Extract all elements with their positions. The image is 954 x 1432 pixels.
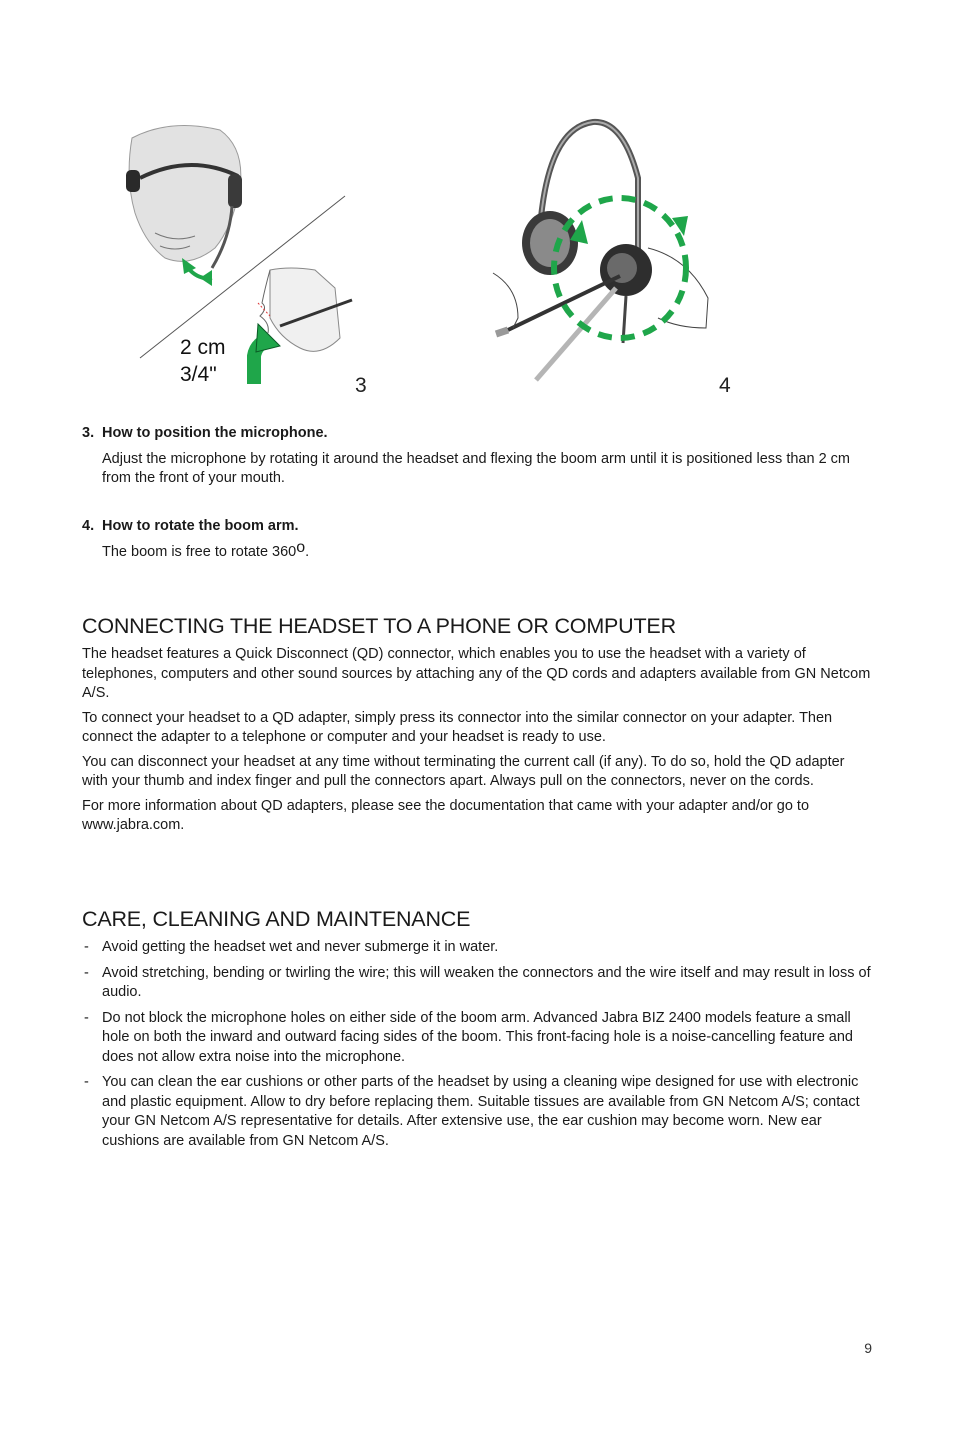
dash-bullet: - (84, 964, 89, 981)
list-item-text: You can clean the ear cushions or other parts of the headset by using a cleaning wipe designed for use with electronic and plastic equipment. Allow to dry before replacing them. Suitable tissues are available from GN Netcom A/S; contact your GN Netcom A/S representative for details. After extensive use, the ear cushion may become worn. New ear cushions are available from GN Netcom A/S. (102, 1074, 860, 1149)
measure-imperial: 3/4" (180, 363, 217, 386)
figure-4 (488, 118, 723, 390)
list-item (82, 1073, 872, 1151)
step-number: 3. (82, 425, 95, 441)
dash-bullet: - (84, 1074, 89, 1090)
section-heading: CONNECTING THE HEADSET TO A PHONE OR COMPUTER (82, 614, 676, 638)
figure-3 (120, 118, 380, 398)
dash-bullet: - (84, 939, 89, 955)
paragraph: To connect your headset to a QD adapter, simply press its connector into the similar connector on your adapter. Then connect the adapter to a telephone or computer and your headset is ready to use. (82, 709, 833, 745)
care-list (82, 938, 872, 1151)
list-item (82, 1009, 872, 1068)
dash-bullet: - (84, 1009, 89, 1026)
step-position-microphone (82, 424, 872, 489)
section-care (82, 906, 872, 1157)
list-item (82, 964, 872, 1003)
step-rotate-boom (82, 517, 872, 562)
section-connecting (82, 613, 872, 841)
step-body-end: . (305, 543, 310, 560)
paragraph: For more information about QD adapters, please see the documentation that came with your adapter and/or go to www.jabra.com. (82, 797, 810, 833)
page-number: 9 (864, 1340, 872, 1356)
boom-rotation-illustration (488, 118, 723, 390)
list-item-text: Avoid getting the headset wet and never submerge it in water. (102, 939, 499, 955)
microphone-position-illustration (120, 118, 380, 398)
list-item-text: Do not block the microphone holes on either side of the boom arm. Advanced Jabra BIZ 2400 models feature a small hole on both the inward and outward facing sides of the boom. This front-facing hole is a noise-cancelling feature and does not allow extra noise into the microphone. (102, 1009, 853, 1065)
list-item-text: Avoid stretching, bending or twirling the wire; this will weaken the connectors and the wire itself and may result in loss of audio. (102, 964, 871, 1000)
step-body (102, 538, 872, 563)
step-body: Adjust the microphone by rotating it around the headset and flexing the boom arm until it is positioned less than 2 cm from the front of your mouth. (102, 450, 850, 486)
step-title: How to rotate the boom arm. (102, 518, 299, 534)
step-title: How to position the microphone. (102, 425, 328, 441)
list-item (82, 938, 872, 958)
figure-4-number: 4 (719, 374, 731, 397)
figure-3-number: 3 (355, 374, 367, 397)
degree-symbol: o (296, 538, 306, 556)
measure-metric: 2 cm (180, 336, 226, 359)
section-heading: CARE, CLEANING AND MAINTENANCE (82, 907, 471, 931)
paragraph: You can disconnect your headset at any time without terminating the current call (if any). To do so, hold the QD adapter with your thumb and index finger and pull the connectors apart. Always pull on the connectors, never on the cords. (82, 753, 845, 789)
step-number: 4. (82, 518, 95, 534)
paragraph: The headset features a Quick Disconnect (QD) connector, which enables you to use the headset with a variety of telephones, computers and other sound sources by attaching any of the QD cords and adapters available from GN Netcom A/S. (82, 646, 871, 701)
step-body-text: The boom is free to rotate 360 (102, 543, 297, 560)
